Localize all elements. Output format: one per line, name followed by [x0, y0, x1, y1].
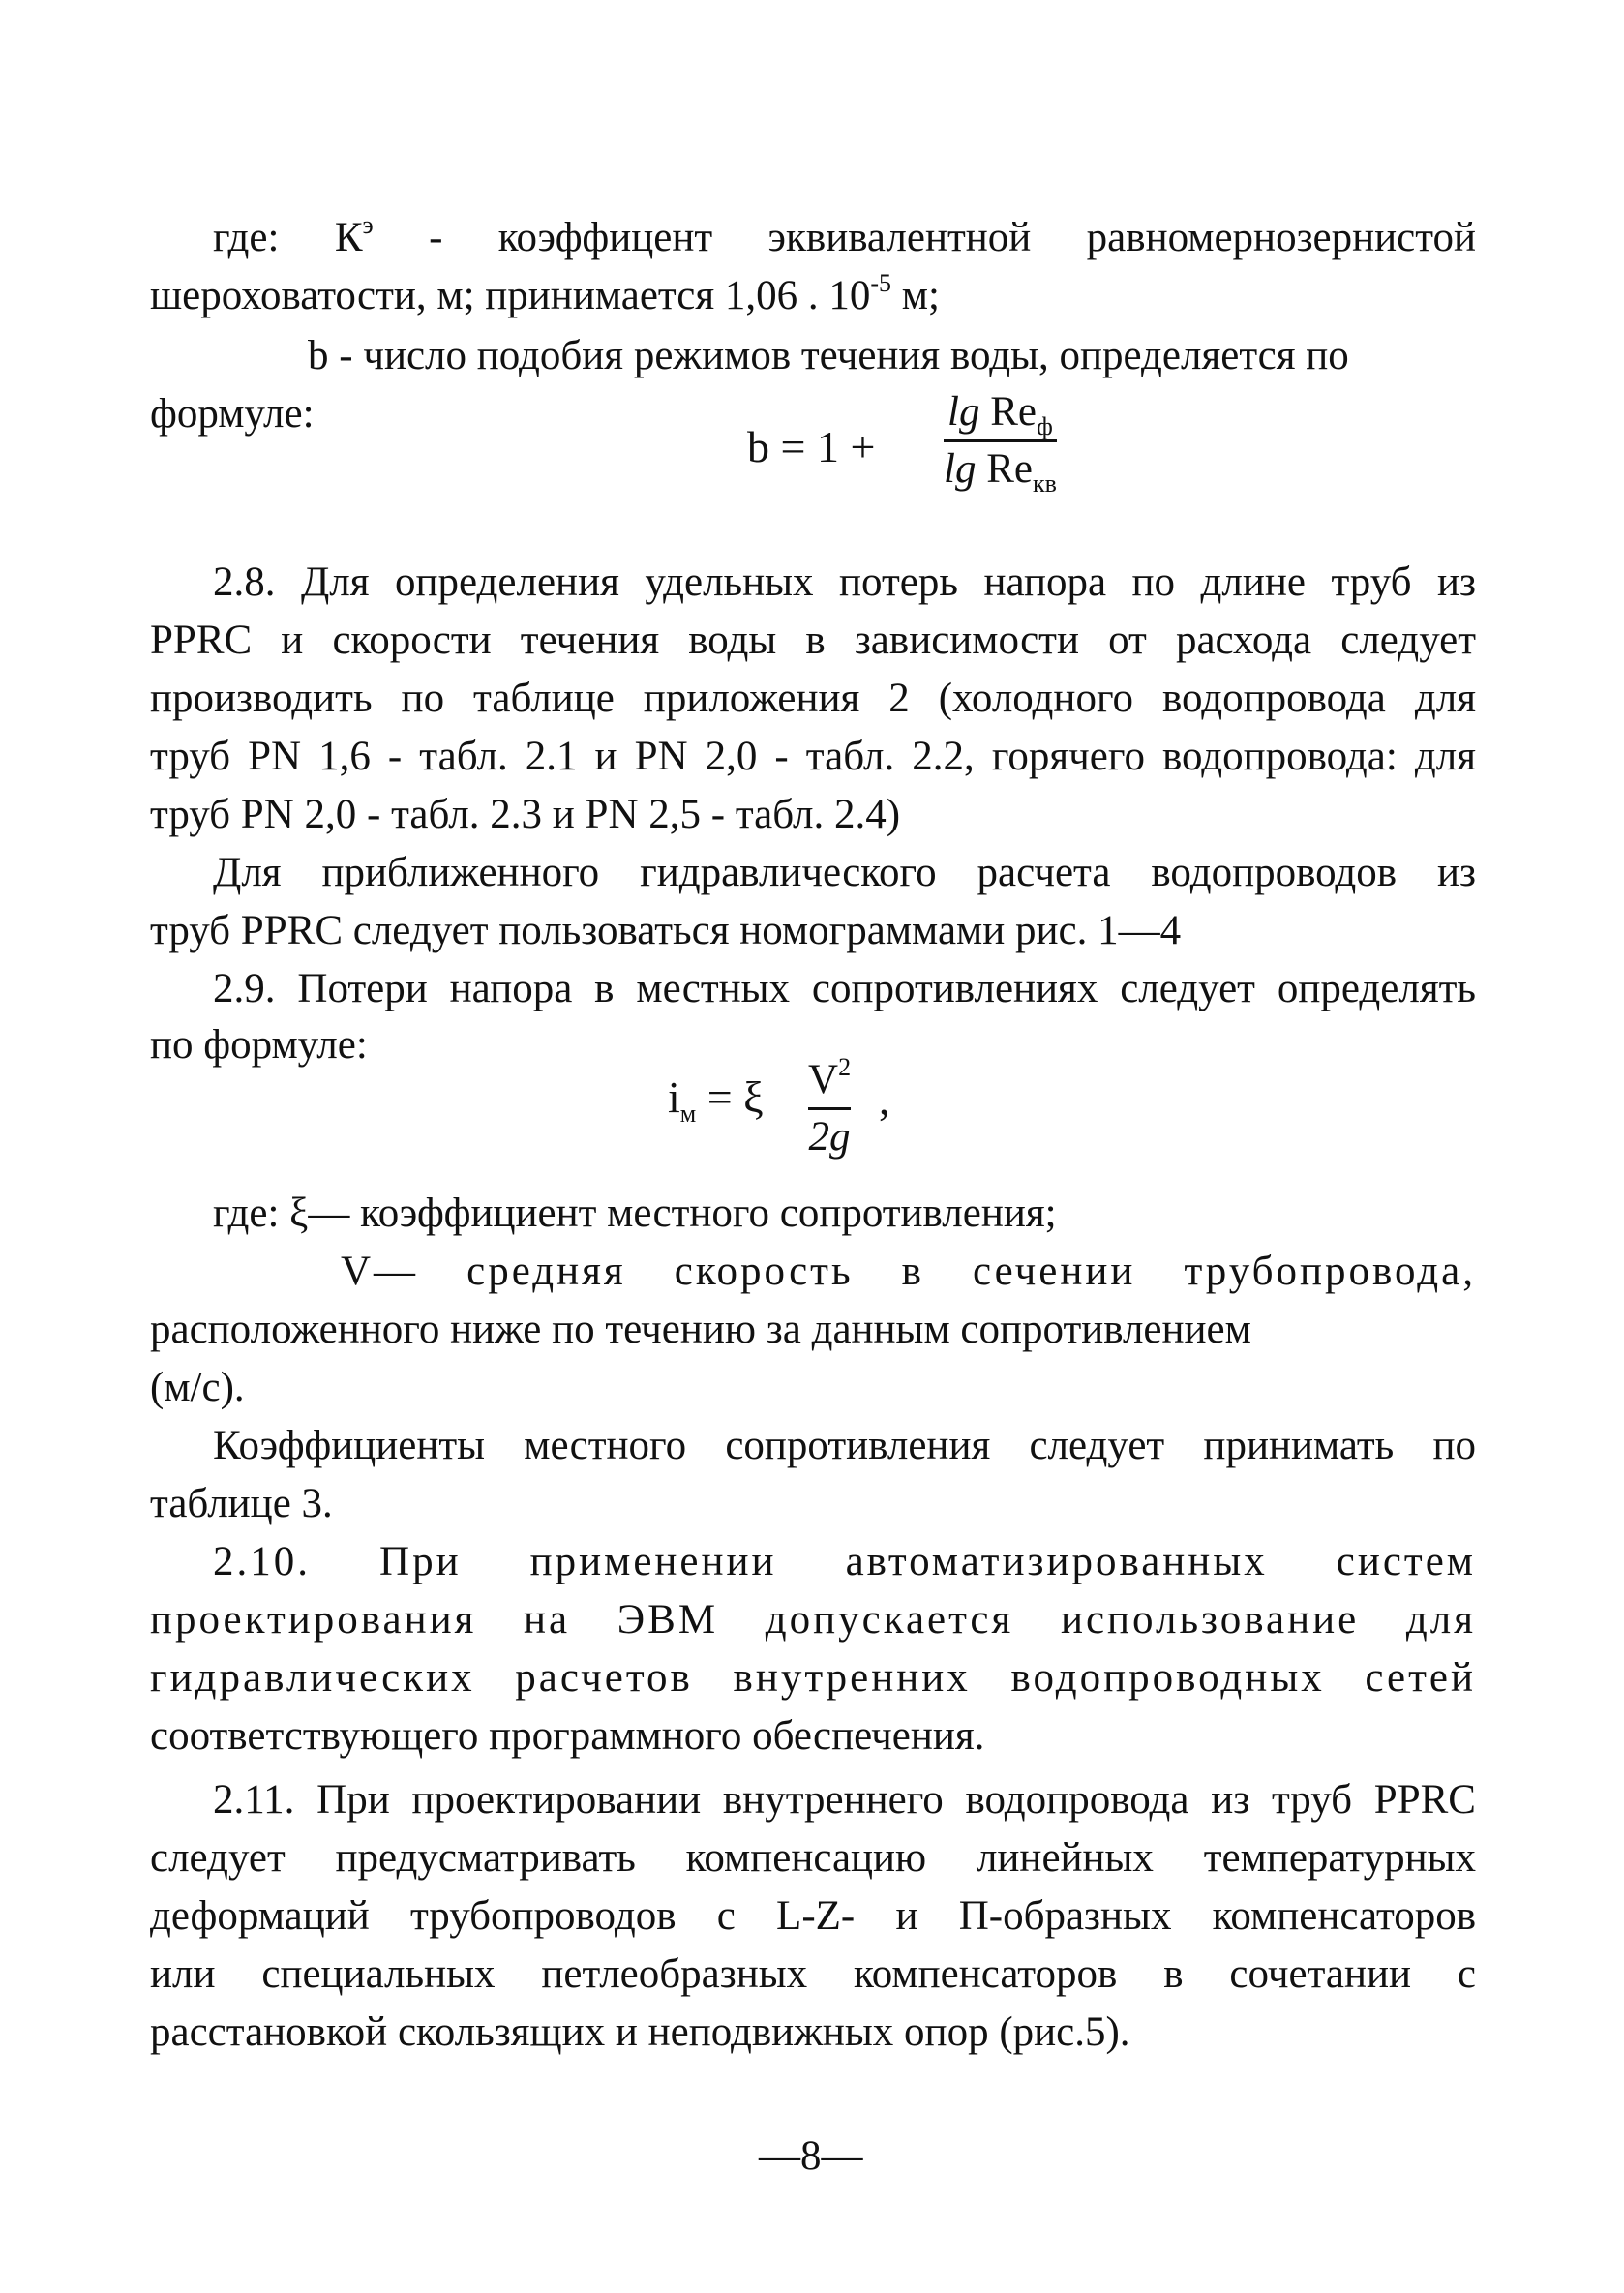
page-number: —8—	[759, 2133, 863, 2179]
text-line: труб PN 1,6 - табл. 2.1 и PN 2,0 - табл. 2.2, горячего водопровода: для	[150, 734, 1476, 779]
formula-i-fraction	[808, 1055, 851, 1162]
text-line: следует предусматривать компенсацию линейных температурных	[150, 1835, 1476, 1881]
text-line: где: ξ— коэффициент местного сопротивления;	[213, 1191, 1057, 1236]
formula-i-lhs: $i_м = \xi$	[668, 1072, 764, 1128]
formula-i-numerator: $V^2$	[808, 1053, 852, 1102]
formula-b-fraction	[944, 387, 1057, 498]
text-line: где: $К^э$ - коэффицент эквивалентной равномернозернистой	[213, 211, 1476, 260]
text-line: Коэффициенты местного сопротивления следует принимать по	[213, 1423, 1476, 1468]
text-line: 2.9. Потери напора в местных сопротивлениях следует определять	[213, 966, 1476, 1011]
text-line: производить по таблице приложения 2 (холодного водопровода для	[150, 676, 1476, 721]
text-line: шероховатости, м; принимается 1,06 . $10^{-5}$ м;	[150, 269, 940, 318]
text-line: гидравлических расчетов внутренних водопроводных сетей	[150, 1655, 1476, 1701]
text-line: (м/с).	[150, 1365, 245, 1410]
text-line: расстановкой скользящих и неподвижных опор (рис.5).	[150, 2009, 1130, 2055]
formula-b-lhs: b = 1 +	[747, 422, 876, 471]
text-line: Для приближенного гидравлического расчета водопроводов из	[213, 850, 1476, 895]
text-line: деформаций трубопроводов с L-Z- и П-образных компенсаторов	[150, 1893, 1476, 1939]
text-line: труб PN 2,0 - табл. 2.3 и PN 2,5 - табл. 2.4)	[150, 792, 901, 837]
formula-i-comma: ,	[879, 1074, 890, 1124]
text-line: формуле:	[150, 391, 315, 437]
text-line: таблице 3.	[150, 1481, 333, 1526]
text-line: соответствующего программного обеспечения.	[150, 1713, 985, 1759]
text-line: V— средняя скорость в сечении трубопровода,	[341, 1249, 1476, 1294]
text-line: по формуле:	[150, 1022, 368, 1068]
text-line: 2.10. При применении автоматизированных систем	[213, 1539, 1476, 1584]
text-line: расположенного ниже по течению за данным сопротивлением	[150, 1307, 1251, 1352]
text-line: труб PPRC следует пользоваться номограммами рис. 1—4	[150, 908, 1182, 953]
fraction-bar	[808, 1107, 851, 1110]
text-line: PPRC и скорости течения воды в зависимости от расхода следует	[150, 618, 1476, 663]
text-line: проектирования на ЭВМ допускается использование для	[150, 1597, 1476, 1643]
text-line: 2.11. При проектировании внутреннего водопровода из труб PPRC	[213, 1777, 1476, 1823]
text-line: 2.8. Для определения удельных потерь напора по длине труб из	[213, 559, 1476, 605]
formula-b-numerator: $\lg Re_ф$	[947, 389, 1053, 440]
formula-b-denominator: $\lg Re_{кв}$	[944, 446, 1057, 498]
text-line: или специальных петлеобразных компенсаторов в сочетании с	[150, 1951, 1476, 1997]
fraction-bar	[944, 439, 1057, 442]
text-line: b - число подобия режимов течения воды, определяется по	[308, 333, 1349, 378]
formula-i-denominator: 2g	[808, 1114, 851, 1160]
